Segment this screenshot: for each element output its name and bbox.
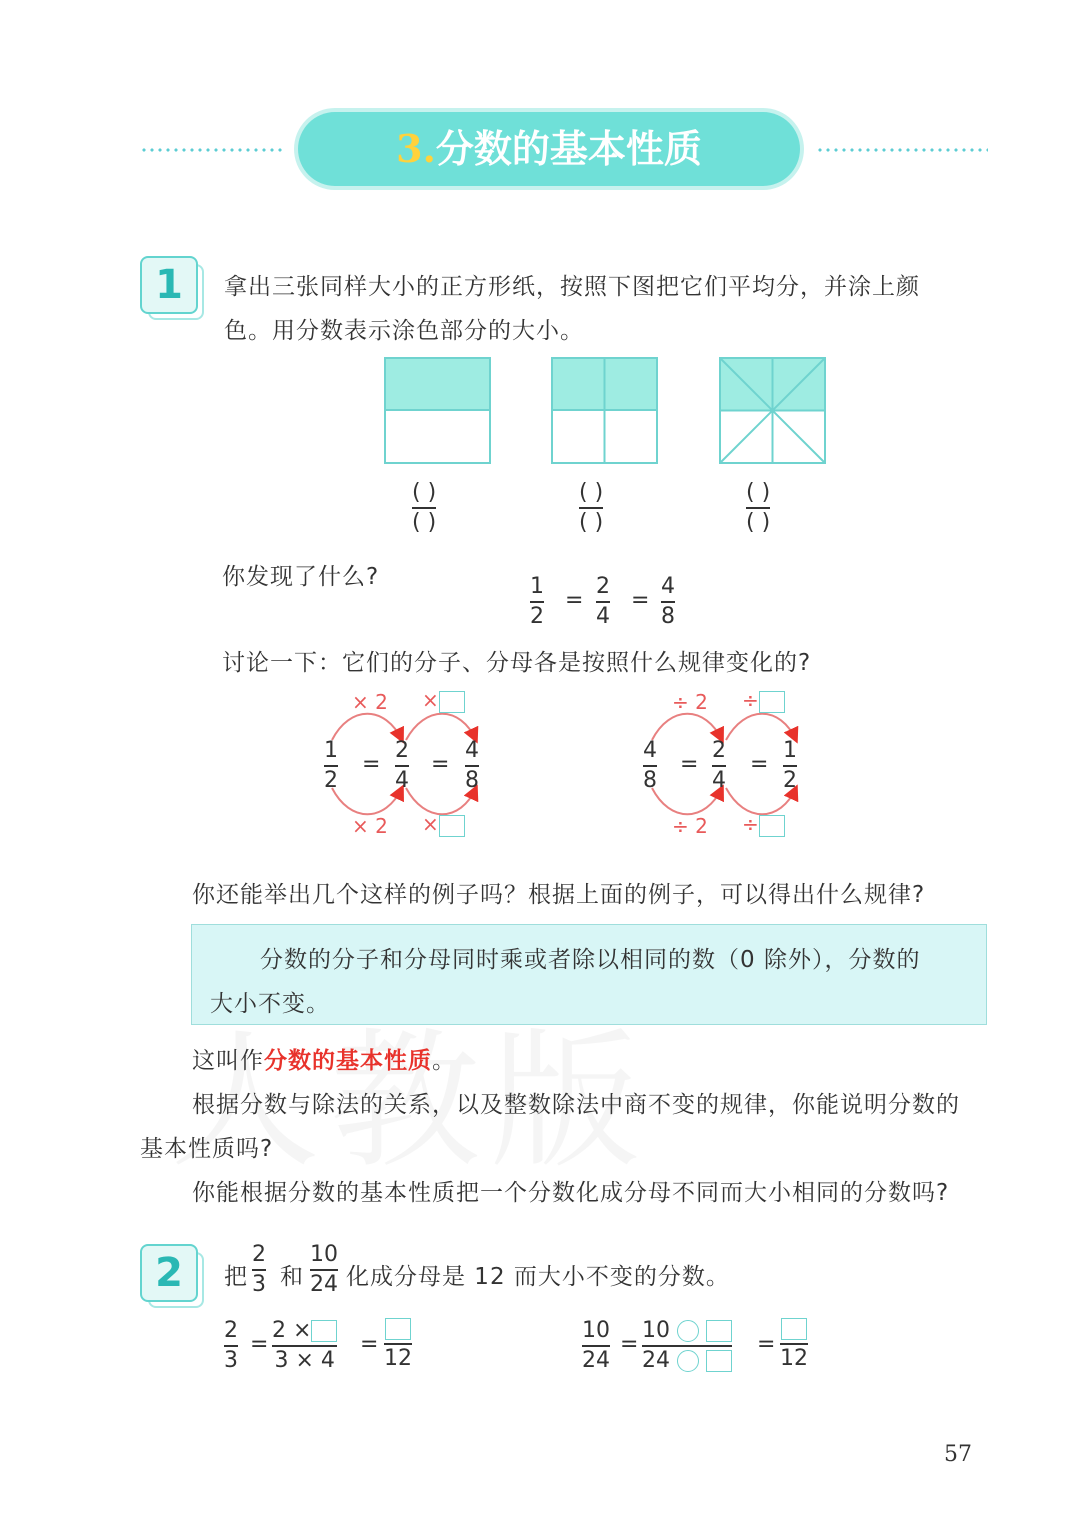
blank-denominator: ( ) <box>412 510 437 535</box>
denominator: 3 <box>252 1272 266 1297</box>
blank-denominator: ( ) <box>579 510 604 535</box>
exercise-badge-1: 1 <box>140 256 198 314</box>
denominator: 8 <box>643 768 657 793</box>
named-prefix: 这叫作 <box>192 1048 264 1074</box>
square-eighths <box>720 358 825 463</box>
blank-box <box>706 1350 732 1372</box>
eqB-result <box>780 1318 808 1372</box>
denominator: 8 <box>465 768 479 793</box>
numerator: 1 <box>530 574 544 599</box>
mid-den-text: 24 <box>642 1348 670 1373</box>
denominator: 24 <box>582 1348 610 1373</box>
prompt-and: 和 <box>280 1264 304 1290</box>
prompt-pre: 把 <box>224 1264 248 1290</box>
blank-circle <box>677 1350 699 1372</box>
numerator: 2 <box>395 738 409 763</box>
blank-box <box>781 1318 807 1340</box>
prompt-post: 化成分母是 12 而大小不变的分数。 <box>346 1264 730 1290</box>
blank-box <box>439 815 465 837</box>
eqA-result <box>384 1318 412 1372</box>
explain-line-2: 基本性质吗? <box>140 1136 274 1162</box>
equals-sign: = <box>631 588 650 613</box>
blank-numerator: ( ) <box>579 480 604 505</box>
fraction-4-8 <box>661 574 675 630</box>
multiply-blank-top <box>422 688 465 713</box>
divide-sign: ÷ <box>742 688 759 712</box>
times-sign: × <box>422 812 439 836</box>
divide-blank-bottom <box>742 812 785 837</box>
equals-sign: = <box>757 1332 776 1357</box>
eqA-mid-numerator <box>272 1318 337 1344</box>
fraction-4-8 <box>465 738 479 794</box>
denominator: 2 <box>324 768 338 793</box>
lesson-title-text: 分数的基本性质 <box>435 126 702 171</box>
equals-sign: = <box>362 752 381 777</box>
equals-sign: = <box>360 1332 379 1357</box>
denominator: 4 <box>395 768 409 793</box>
eqA-middle <box>272 1318 337 1374</box>
numerator: 4 <box>643 738 657 763</box>
blank-box <box>385 1318 411 1340</box>
denominator: 2 <box>783 768 797 793</box>
denominator: 4 <box>712 768 726 793</box>
page-number: 57 <box>944 1442 972 1467</box>
blank-box <box>439 691 465 713</box>
intro-line-2: 色。用分数表示涂色部分的大小。 <box>224 318 584 344</box>
fraction-squares <box>380 352 840 472</box>
blank-fraction-1 <box>412 480 436 536</box>
square-quarters <box>552 358 657 463</box>
times-sign: × <box>422 688 439 712</box>
title-dots-left <box>140 148 286 152</box>
mid-num-text: 2 × <box>272 1318 312 1343</box>
eqB-mid-denominator <box>642 1348 732 1374</box>
property-term: 分数的基本性质 <box>264 1048 432 1074</box>
fraction-4-8 <box>643 738 657 794</box>
equals-sign: = <box>620 1332 639 1357</box>
equals-sign: = <box>750 752 769 777</box>
denominator: 12 <box>780 1346 808 1371</box>
numerator: 4 <box>661 574 675 599</box>
equals-sign: = <box>565 588 584 613</box>
blank-fraction-3 <box>746 480 770 536</box>
fraction-2-3 <box>252 1242 266 1298</box>
eqB-mid-numerator <box>642 1318 732 1344</box>
blank-box <box>311 1320 337 1342</box>
intro-line-1: 拿出三张同样大小的正方形纸，按照下图把它们平均分，并涂上颜 <box>224 274 920 300</box>
denominator: 3 <box>224 1348 238 1373</box>
examples-question: 你还能举出几个这样的例子吗？根据上面的例子，可以得出什么规律? <box>192 882 926 908</box>
divide-arrows <box>630 700 830 840</box>
numerator: 2 <box>252 1242 266 1267</box>
blank-box <box>759 691 785 713</box>
numerator: 4 <box>465 738 479 763</box>
equals-sign: = <box>250 1332 269 1357</box>
divide-label-top: ÷ 2 <box>672 690 708 714</box>
multiply-label-top: × 2 <box>352 690 388 714</box>
numerator: 2 <box>712 738 726 763</box>
numerator: 10 <box>582 1318 610 1343</box>
property-name-line <box>192 1042 456 1075</box>
equals-sign: = <box>431 752 450 777</box>
blank-circle <box>677 1320 699 1342</box>
blank-box <box>706 1320 732 1342</box>
eqB-fraction <box>582 1318 610 1374</box>
lesson-title <box>298 112 800 186</box>
multiply-arrows <box>310 700 510 840</box>
denominator: 24 <box>310 1272 338 1297</box>
lesson-number: 3. <box>396 126 436 171</box>
blank-denominator: ( ) <box>746 510 771 535</box>
divide-blank-top <box>742 688 785 713</box>
divide-label-bottom: ÷ 2 <box>672 814 708 838</box>
fraction-10-24 <box>310 1242 338 1298</box>
convert-question: 你能根据分数的基本性质把一个分数化成分母不同而大小相同的分数吗? <box>192 1180 950 1206</box>
title-dots-right <box>816 148 988 152</box>
fraction-1-2 <box>530 574 544 630</box>
eqA-mid-denominator: 3 × 4 <box>274 1348 335 1373</box>
numerator: 2 <box>224 1318 238 1343</box>
blank-box <box>759 815 785 837</box>
denominator: 2 <box>530 604 544 629</box>
eqA-fraction <box>224 1318 238 1374</box>
multiply-blank-bottom <box>422 812 465 837</box>
discover-question: 你发现了什么? <box>222 564 380 590</box>
multiply-label-bottom: × 2 <box>352 814 388 838</box>
discuss-question: 讨论一下：它们的分子、分母各是按照什么规律变化的? <box>222 650 812 676</box>
numerator: 1 <box>324 738 338 763</box>
blank-numerator: ( ) <box>746 480 771 505</box>
fraction-1-2 <box>324 738 338 794</box>
fraction-2-4 <box>596 574 610 630</box>
blank-fraction-2 <box>579 480 603 536</box>
explain-line-1: 根据分数与除法的关系，以及整数除法中商不变的规律，你能说明分数的 <box>192 1092 960 1118</box>
rule-line-2: 大小不变。 <box>210 991 330 1017</box>
exercise-badge-2: 2 <box>140 1244 198 1302</box>
eqB-middle <box>642 1318 732 1374</box>
fraction-1-2 <box>783 738 797 794</box>
denominator: 4 <box>596 604 610 629</box>
rule-line-1: 分数的分子和分母同时乘或者除以相同的数（0 除外），分数的 <box>260 947 921 973</box>
blank-numerator: ( ) <box>412 480 437 505</box>
named-suffix: 。 <box>432 1048 456 1074</box>
divide-sign: ÷ <box>742 812 759 836</box>
rule-box <box>191 924 987 1025</box>
fraction-2-4 <box>395 738 409 794</box>
denominator: 12 <box>384 1346 412 1371</box>
numerator: 10 <box>310 1242 338 1267</box>
equals-sign: = <box>680 752 699 777</box>
denominator: 8 <box>661 604 675 629</box>
fraction-2-4 <box>712 738 726 794</box>
numerator: 2 <box>596 574 610 599</box>
numerator: 1 <box>783 738 797 763</box>
mid-num-text: 10 <box>642 1318 670 1343</box>
square-halves <box>385 358 490 463</box>
